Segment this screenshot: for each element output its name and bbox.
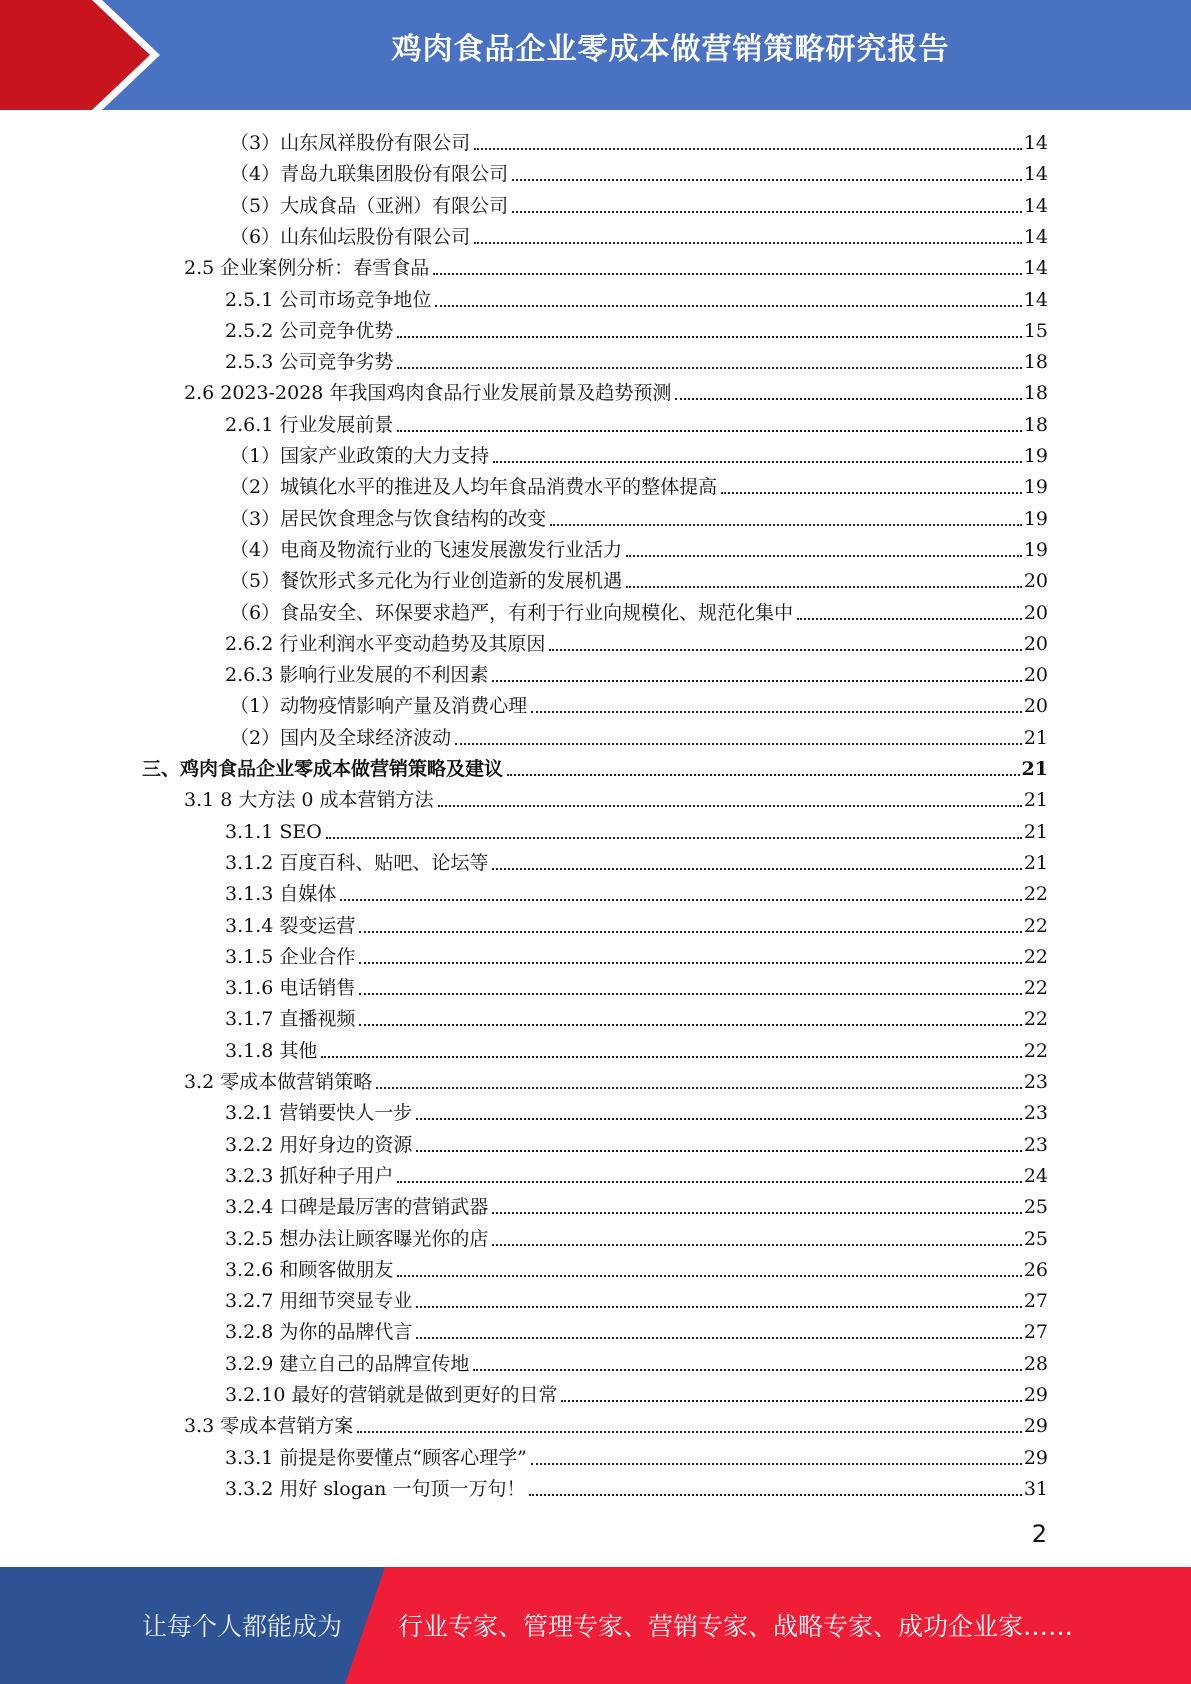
toc-entry-page: 23	[1023, 1102, 1048, 1124]
toc-entry-page: 25	[1023, 1228, 1048, 1250]
toc-dot-leader	[531, 1462, 1022, 1465]
toc-entry-title: （2）城镇化水平的推进及人均年食品消费水平的整体提高	[230, 476, 718, 498]
toc-entry-page: 19	[1023, 476, 1048, 498]
toc-dot-leader	[797, 617, 1022, 620]
toc-entry[interactable]	[225, 1473, 1048, 1501]
toc-entry[interactable]	[184, 1066, 1048, 1094]
toc-entry-page: 14	[1023, 195, 1048, 217]
toc-entry-page: 19	[1023, 539, 1048, 561]
page-number: 2	[1031, 1520, 1047, 1548]
page-header	[0, 0, 1191, 110]
header-red-arrow	[0, 0, 150, 110]
toc-entry[interactable]	[225, 628, 1048, 656]
toc-entry-page: 14	[1023, 257, 1048, 279]
toc-entry-page: 22	[1023, 946, 1048, 968]
toc-entry-page: 29	[1023, 1415, 1048, 1437]
toc-entry[interactable]	[225, 1285, 1048, 1313]
toc-entry[interactable]	[225, 1097, 1048, 1125]
toc-entry[interactable]	[230, 503, 1048, 531]
toc-dot-leader	[416, 1305, 1021, 1308]
toc-entry[interactable]	[230, 127, 1048, 155]
toc-entry-title: （1）动物疫情影响产量及消费心理	[230, 695, 528, 717]
toc-entry[interactable]	[230, 690, 1048, 718]
toc-entry-title: （6）食品安全、环保要求趋严，有利于行业向规模化、规范化集中	[230, 602, 794, 624]
toc-dot-leader	[473, 1368, 1021, 1371]
toc-entry-page: 22	[1023, 915, 1048, 937]
toc-entry-title: （4）电商及物流行业的飞速发展激发行业活力	[230, 539, 623, 561]
toc-entry[interactable]	[225, 816, 1048, 844]
toc-dot-leader	[397, 429, 1021, 432]
toc-entry-title: 3.2.8 为你的品牌代言	[225, 1321, 413, 1343]
toc-entry-page: 15	[1023, 320, 1048, 342]
toc-dot-leader	[397, 1274, 1021, 1277]
toc-dot-leader	[359, 961, 1021, 964]
toc-entry-title: （1）国家产业政策的大力支持	[230, 445, 490, 467]
toc-entry-title: 3.2.7 用细节突显专业	[225, 1290, 413, 1312]
toc-dot-leader	[326, 836, 1022, 839]
toc-entry[interactable]	[225, 1442, 1048, 1470]
toc-entry-page: 21	[1023, 727, 1048, 749]
toc-entry-page: 31	[1023, 1478, 1048, 1500]
toc-entry[interactable]	[184, 784, 1048, 812]
toc-entry-title: 3.1.2 百度百科、贴吧、论坛等	[225, 852, 489, 874]
toc-entry-page: 23	[1023, 1134, 1048, 1156]
toc-entry[interactable]	[225, 878, 1048, 906]
toc-dot-leader	[416, 1149, 1021, 1152]
toc-dot-leader	[397, 1180, 1021, 1183]
toc-dot-leader	[549, 648, 1021, 651]
toc-dot-leader	[397, 335, 1021, 338]
toc-entry-page: 14	[1023, 289, 1048, 311]
toc-entry-title: 3.2.4 口碑是最厉害的营销武器	[225, 1196, 489, 1218]
toc-entry-title: 2.5 企业案例分析：春雪食品	[184, 257, 430, 279]
toc-entry[interactable]	[230, 158, 1048, 186]
toc-entry[interactable]	[225, 315, 1048, 343]
toc-dot-leader	[435, 304, 1021, 307]
toc-entry[interactable]	[225, 1035, 1048, 1063]
toc-entry[interactable]	[230, 597, 1048, 625]
toc-entry[interactable]	[184, 252, 1048, 280]
toc-entry-page: 19	[1023, 508, 1048, 530]
toc-entry[interactable]	[225, 1316, 1048, 1344]
toc-dot-leader	[416, 1336, 1021, 1339]
toc-entry-page: 28	[1023, 1353, 1048, 1375]
toc-entry-title: （3）居民饮食理念与饮食结构的改变	[230, 508, 547, 530]
toc-entry[interactable]	[230, 565, 1048, 593]
toc-entry-title: （6）山东仙坛股份有限公司	[230, 226, 471, 248]
toc-entry[interactable]	[225, 1223, 1048, 1251]
toc-entry-title: （4）青岛九联集团股份有限公司	[230, 163, 509, 185]
toc-entry-page: 20	[1023, 664, 1048, 686]
toc-entry-title: 2.6 2023-2028 年我国鸡肉食品行业发展前景及趋势预测	[184, 382, 672, 404]
toc-dot-leader	[359, 930, 1021, 933]
toc-entry-title: 2.5.3 公司竞争劣势	[225, 351, 394, 373]
toc-entry-page: 24	[1023, 1165, 1048, 1187]
toc-entry-page: 29	[1023, 1447, 1048, 1469]
toc-dot-leader	[474, 241, 1022, 244]
toc-entry-title: 3.2.5 想办法让顾客曝光你的店	[225, 1228, 489, 1250]
toc-entry-title: 2.5.1 公司市场竞争地位	[225, 289, 432, 311]
toc-entry-title: 三、鸡肉食品企业零成本做营销策略及建议	[142, 758, 504, 780]
toc-dot-leader	[507, 773, 1020, 776]
toc-dot-leader	[512, 210, 1022, 213]
toc-entry-page: 29	[1023, 1384, 1048, 1406]
toc-entry[interactable]	[225, 941, 1048, 969]
toc-entry-page: 14	[1023, 132, 1048, 154]
toc-entry-page: 20	[1023, 695, 1048, 717]
toc-entry[interactable]	[230, 440, 1048, 468]
toc-entry[interactable]	[230, 221, 1048, 249]
toc-entry-title: 2.6.1 行业发展前景	[225, 414, 394, 436]
toc-entry-page: 14	[1023, 226, 1048, 248]
toc-entry-page: 23	[1023, 1071, 1048, 1093]
toc-entry-title: 3.3.1 前提是你要懂点“顾客心理学”	[225, 1447, 527, 1469]
toc-dot-leader	[492, 1211, 1021, 1214]
toc-entry-page: 25	[1023, 1196, 1048, 1218]
toc-entry[interactable]	[225, 1348, 1048, 1376]
toc-entry[interactable]	[225, 346, 1048, 374]
toc-dot-leader	[492, 867, 1021, 870]
toc-dot-leader	[675, 397, 1021, 400]
toc-entry-title: （5）大成食品（亚洲）有限公司	[230, 195, 509, 217]
toc-dot-leader	[359, 1023, 1021, 1026]
toc-entry[interactable]	[230, 722, 1048, 750]
toc-entry-title: 3.2.10 最好的营销就是做到更好的日常	[225, 1384, 558, 1406]
toc-entry-page: 21	[1023, 852, 1048, 874]
toc-entry-title: 3.2.9 建立自己的品牌宣传地	[225, 1353, 470, 1375]
toc-entry[interactable]	[142, 753, 1048, 781]
toc-entry[interactable]	[225, 972, 1048, 1000]
toc-entry[interactable]	[225, 1129, 1048, 1157]
toc-entry[interactable]	[225, 1003, 1048, 1031]
toc-entry[interactable]	[225, 284, 1048, 312]
toc-entry-title: 3.1.8 其他	[225, 1040, 318, 1062]
toc-entry-page: 18	[1023, 382, 1048, 404]
toc-entry-title: 2.6.2 行业利润水平变动趋势及其原因	[225, 633, 546, 655]
toc-dot-leader	[357, 1430, 1022, 1433]
toc-entry-page: 21	[1023, 789, 1048, 811]
toc-entry-page: 27	[1023, 1290, 1048, 1312]
toc-entry-title: 3.2.6 和顾客做朋友	[225, 1259, 394, 1281]
toc-entry-title: 3.1 8 大方法 0 成本营销方法	[184, 789, 434, 811]
toc-dot-leader	[492, 679, 1021, 682]
toc-entry[interactable]	[225, 847, 1048, 875]
toc-entry-title: 3.3 零成本营销方案	[184, 1415, 354, 1437]
toc-dot-leader	[531, 710, 1022, 713]
toc-dot-leader	[376, 1086, 1022, 1089]
toc-dot-leader	[492, 1243, 1021, 1246]
toc-entry-page: 20	[1023, 570, 1048, 592]
toc-entry-title: 3.2.2 用好身边的资源	[225, 1134, 413, 1156]
toc-dot-leader	[512, 178, 1022, 181]
toc-entry[interactable]	[225, 1160, 1048, 1188]
toc-dot-leader	[433, 272, 1022, 275]
toc-entry-page: 22	[1023, 1040, 1048, 1062]
toc-entry[interactable]	[230, 190, 1048, 218]
toc-entry-title: 3.1.4 裂变运营	[225, 915, 356, 937]
toc-entry-title: 3.1.1 SEO	[225, 821, 322, 843]
toc-entry-title: （5）餐饮形式多元化为行业创造新的发展机遇	[230, 570, 623, 592]
toc-entry-page: 19	[1023, 445, 1048, 467]
toc-dot-leader	[397, 366, 1021, 369]
toc-entry-title: 3.1.6 电话销售	[225, 977, 356, 999]
toc-entry[interactable]	[225, 1379, 1048, 1407]
toc-entry-page: 22	[1023, 977, 1048, 999]
toc-entry[interactable]	[230, 471, 1048, 499]
toc-entry-title: 3.2 零成本做营销策略	[184, 1071, 373, 1093]
toc-entry-page: 14	[1023, 163, 1048, 185]
toc-entry-page: 26	[1023, 1259, 1048, 1281]
toc-dot-leader	[340, 898, 1021, 901]
toc-entry-title: 2.5.2 公司竞争优势	[225, 320, 394, 342]
toc-dot-leader	[561, 1399, 1021, 1402]
toc-dot-leader	[626, 554, 1022, 557]
toc-entry-title: 3.2.1 营销要快人一步	[225, 1102, 413, 1124]
toc-entry-page: 20	[1023, 602, 1048, 624]
footer-slogan-right: 行业专家、管理专家、营销专家、战略专家、成功企业家……	[398, 1612, 1074, 1641]
toc-entry-title: 3.1.5 企业合作	[225, 946, 356, 968]
toc-entry-page: 18	[1023, 414, 1048, 436]
toc-dot-leader	[626, 585, 1022, 588]
toc-entry-page: 18	[1023, 351, 1048, 373]
toc-entry[interactable]	[225, 1254, 1048, 1282]
toc-entry-page: 22	[1023, 883, 1048, 905]
toc-dot-leader	[474, 147, 1022, 150]
toc-entry-title: （2）国内及全球经济波动	[230, 727, 452, 749]
page-footer	[0, 1567, 1191, 1684]
toc-dot-leader	[455, 742, 1022, 745]
toc-entry-title: 3.3.2 用好 slogan 一句顶一万句！	[225, 1478, 526, 1500]
toc-entry[interactable]	[225, 1191, 1048, 1219]
toc-entry-title: （3）山东凤祥股份有限公司	[230, 132, 471, 154]
report-title: 鸡肉食品企业零成本做营销策略研究报告	[391, 32, 950, 67]
toc-entry-title: 3.1.7 直播视频	[225, 1008, 356, 1030]
toc-entry-page: 27	[1023, 1321, 1048, 1343]
toc-entry[interactable]	[225, 659, 1048, 687]
toc-dot-leader	[321, 1055, 1021, 1058]
toc-entry-page: 20	[1023, 633, 1048, 655]
toc-dot-leader	[416, 1117, 1021, 1120]
toc-dot-leader	[550, 523, 1022, 526]
toc-entry-page: 22	[1023, 1008, 1048, 1030]
toc-entry-page: 21	[1021, 758, 1048, 780]
toc-dot-leader	[359, 992, 1021, 995]
toc-dot-leader	[721, 491, 1022, 494]
toc-entry-title: 3.1.3 自媒体	[225, 883, 337, 905]
toc-entry-page: 21	[1023, 821, 1048, 843]
toc-entry[interactable]	[184, 1410, 1048, 1438]
toc-dot-leader	[493, 460, 1022, 463]
toc-dot-leader	[529, 1493, 1021, 1496]
toc-entry[interactable]	[225, 910, 1048, 938]
toc-entry-title: 3.2.3 抓好种子用户	[225, 1165, 394, 1187]
toc-dot-leader	[438, 804, 1022, 807]
toc-entry-title: 2.6.3 影响行业发展的不利因素	[225, 664, 489, 686]
footer-slogan-left: 让每个人都能成为	[142, 1612, 343, 1641]
toc-entry[interactable]	[184, 377, 1048, 405]
toc-entry[interactable]	[230, 534, 1048, 562]
toc-entry[interactable]	[225, 409, 1048, 437]
